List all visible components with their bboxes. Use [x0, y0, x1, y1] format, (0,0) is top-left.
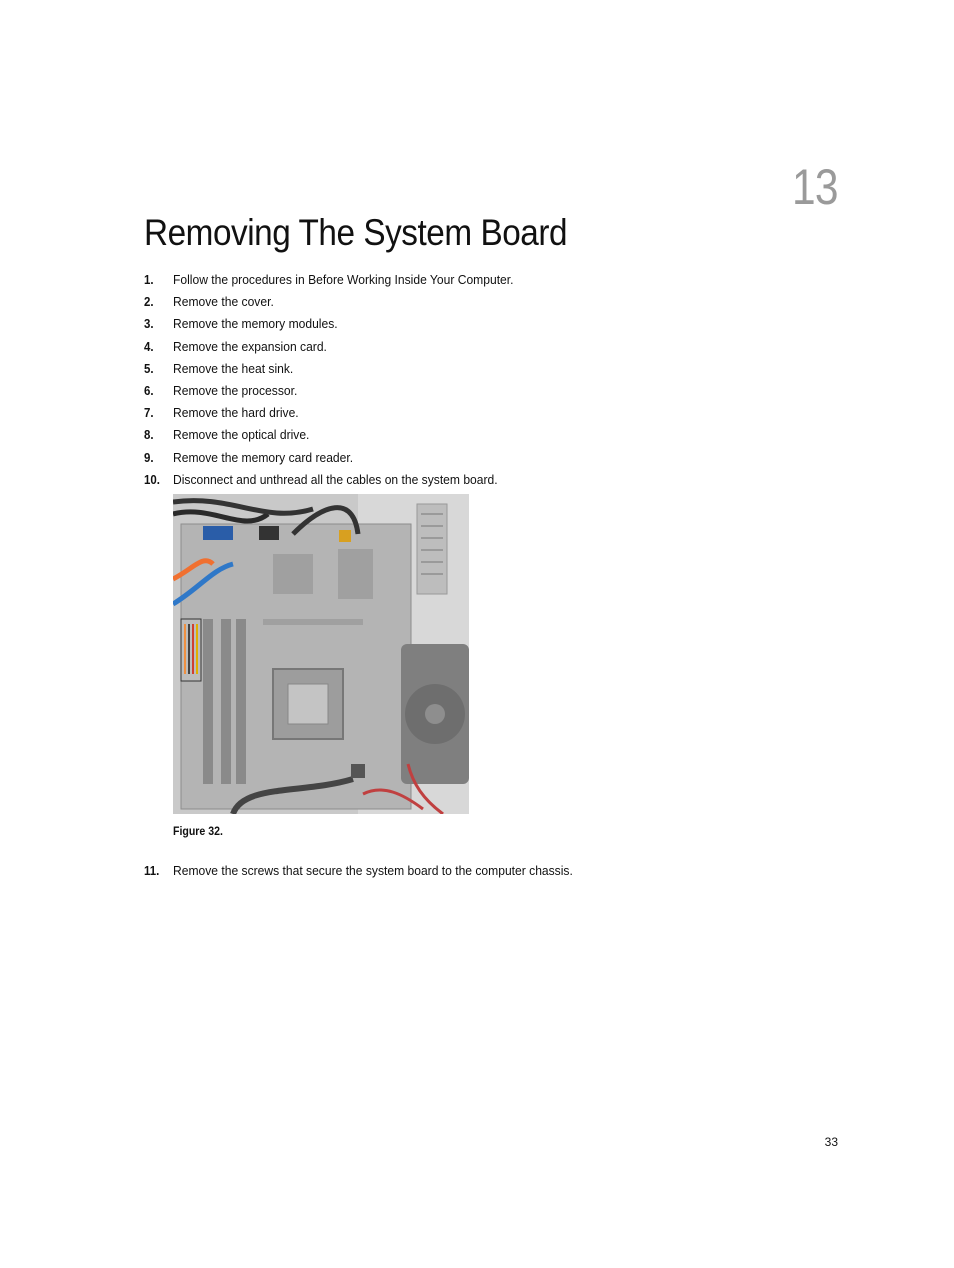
step-text: Remove the optical drive.: [173, 427, 310, 443]
step-number: 3.: [144, 316, 154, 332]
step-number: 6.: [144, 382, 154, 398]
step-number: 9.: [144, 449, 154, 465]
step-text: Disconnect and unthread all the cables on the system board.: [173, 471, 498, 487]
step-text: Remove the screws that secure the system board to the computer chassis.: [173, 863, 573, 878]
step-number: 5.: [144, 360, 154, 376]
chapter-number: 13: [792, 159, 838, 215]
page-title: Removing The System Board: [144, 212, 568, 253]
step-number: 2.: [144, 294, 154, 310]
step-number: 8.: [144, 427, 154, 443]
step-number: 11.: [144, 863, 160, 878]
page-number: 33: [824, 1135, 838, 1149]
system-board-illustration: [173, 494, 469, 814]
step-number: 1.: [144, 272, 154, 287]
step-text: Remove the cover.: [173, 294, 274, 310]
step-number: 4.: [144, 338, 154, 354]
step-text: Remove the memory card reader.: [173, 449, 354, 465]
step-text: Remove the memory modules.: [173, 316, 338, 332]
step-number: 10.: [144, 471, 160, 487]
step-text: Remove the expansion card.: [173, 338, 327, 354]
step-text: Remove the heat sink.: [173, 360, 294, 376]
figure-caption: Figure 32.: [173, 824, 223, 838]
step-text: Remove the hard drive.: [173, 405, 299, 421]
step-number: 7.: [144, 405, 154, 421]
step-text: Remove the processor.: [173, 382, 298, 398]
system-board-figure: [173, 494, 469, 814]
step-text: Follow the procedures in Before Working Inside Your Computer.: [173, 272, 514, 287]
